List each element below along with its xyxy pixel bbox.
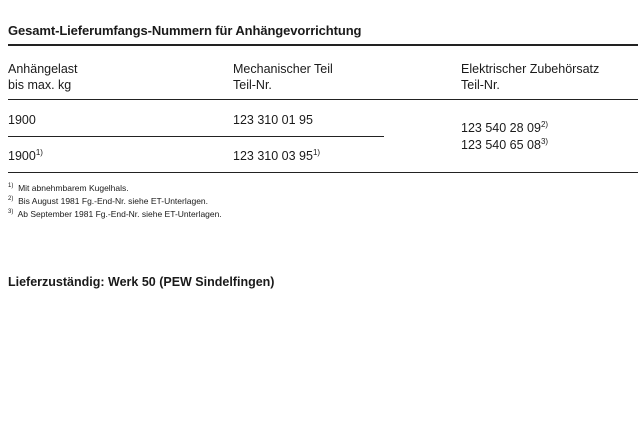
footnote-1-text: Mit abnehmbarem Kugelhals. [18, 183, 129, 193]
header-load [8, 61, 78, 93]
electrical-part-2-sup: 3) [540, 137, 549, 146]
row2-load-value: 1900 [8, 149, 36, 163]
row2-load-sup: 1) [35, 148, 43, 157]
document-title: Gesamt-Lieferumfangs-Nummern für Anhängevorrichtung [8, 23, 362, 38]
row1-mechanical [233, 112, 313, 128]
row2-mechanical-value: 123 310 03 95 [233, 149, 313, 163]
header-electrical-line2: Teil-Nr. [461, 78, 500, 92]
supplier-note: Lieferzuständig: Werk 50 (PEW Sindelfingen) [8, 275, 275, 289]
electrical-part-1-sup: 2) [540, 120, 549, 129]
row1-load [8, 112, 36, 128]
row1-load-value: 1900 [8, 113, 36, 127]
footnote-1-mark: 1) [8, 183, 14, 189]
title-rule [8, 44, 638, 46]
header-rule [8, 99, 638, 100]
footnote-3 [8, 209, 222, 220]
electrical-part-1-value: 123 540 28 09 [461, 121, 541, 135]
header-mechanical-line1: Mechanischer Teil [233, 62, 333, 76]
header-electrical [461, 61, 599, 93]
electrical-part-2-value: 123 540 65 08 [461, 138, 541, 152]
table-bottom-rule [8, 172, 638, 173]
footnote-2-mark: 2) [8, 196, 14, 202]
header-load-line1: Anhängelast [8, 62, 78, 76]
header-electrical-line1: Elektrischer Zubehörsatz [461, 62, 600, 76]
header-load-line2: bis max. kg [8, 78, 72, 92]
row2-mechanical [233, 148, 320, 164]
footnote-1 [8, 183, 129, 194]
row1-mechanical-value: 123 310 01 95 [233, 113, 313, 127]
footnote-3-mark: 3) [8, 209, 14, 215]
header-mechanical-line2: Teil-Nr. [233, 78, 272, 92]
footnote-2-text: Bis August 1981 Fg.-End-Nr. siehe ET-Unterlagen. [18, 196, 209, 206]
footnote-2 [8, 196, 208, 207]
header-mechanical [233, 61, 333, 93]
row2-load [8, 148, 43, 164]
electrical-part-2 [461, 137, 548, 153]
electrical-part-1 [461, 120, 548, 136]
row-divider [8, 136, 384, 137]
row2-mechanical-sup: 1) [312, 148, 321, 157]
footnote-3-text: Ab September 1981 Fg.-End-Nr. siehe ET-Unterlagen. [17, 209, 222, 219]
